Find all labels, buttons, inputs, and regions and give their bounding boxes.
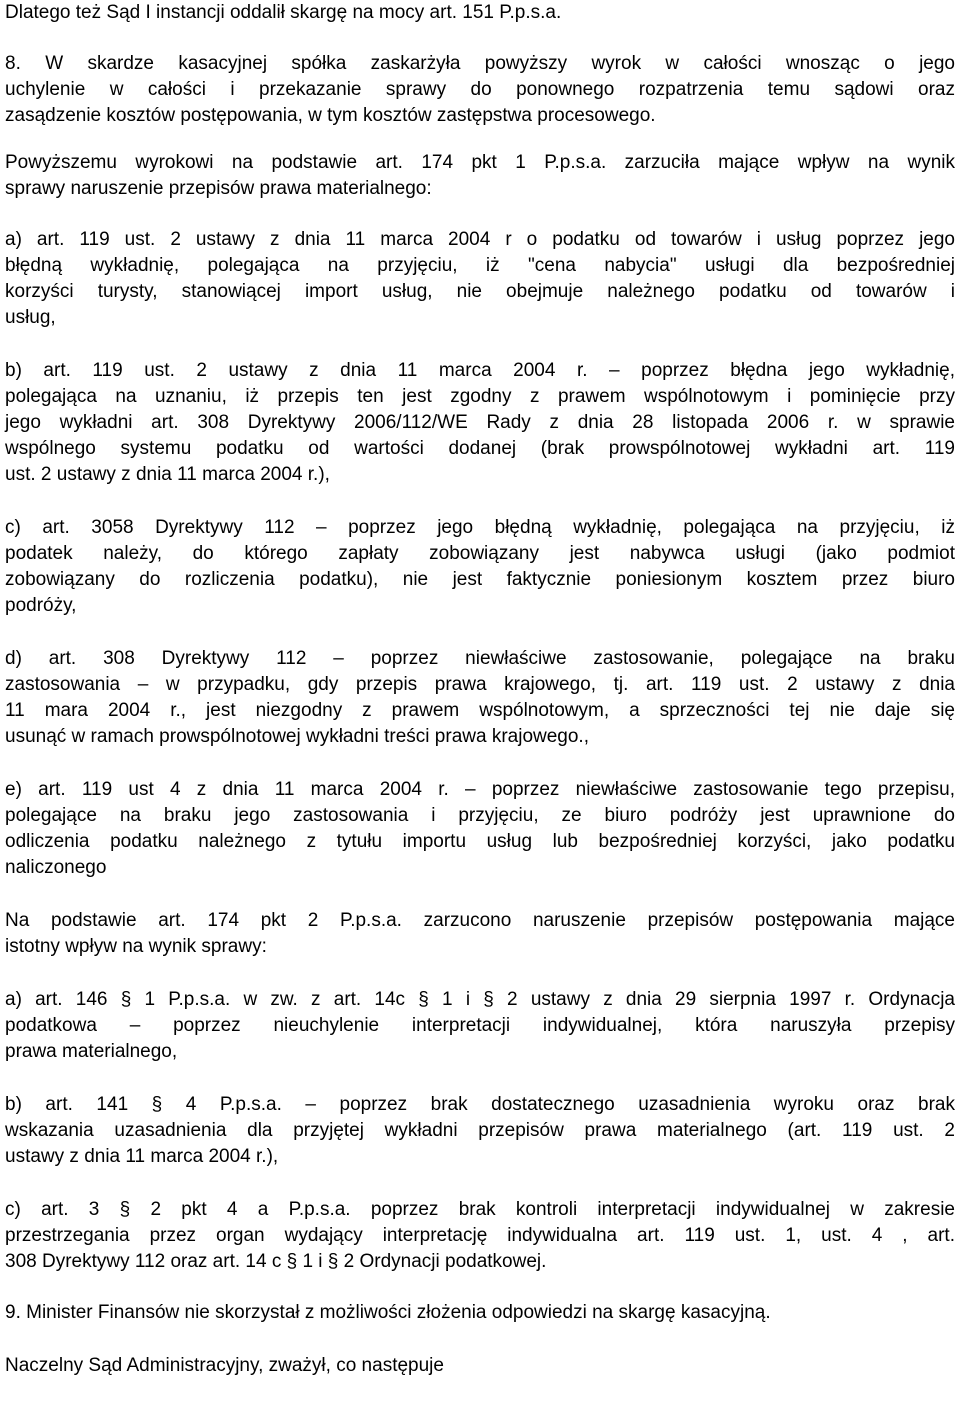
text-line: d) art. 308 Dyrektywy 112 – poprzez niewłaściwe zastosowanie, polegające na braku: [5, 648, 955, 669]
text-line: ustawy z dnia 11 marca 2004 r.),: [5, 1146, 279, 1167]
procedural-charge-a: [5, 987, 955, 1065]
text-line: błędną wykładnię, polegająca na przyjęciu, iż "cena nabycia" usługi dla bezpośredniej: [5, 255, 955, 276]
text-line: podatkowa – poprzez nieuchylenie interpretacji indywidualnej, która naruszyła przepisy: [5, 1015, 955, 1036]
text-line: 9. Minister Finansów nie skorzystał z możliwości złożenia odpowiedzi na skargę kasacyjną.: [5, 1302, 771, 1323]
text-line: Naczelny Sąd Administracyjny, zważył, co następuje: [5, 1355, 444, 1376]
paragraph-procedural-charges: [5, 908, 955, 960]
paragraph-9-minister-response: [5, 1300, 955, 1326]
procedural-charge-b: [5, 1092, 955, 1170]
charge-a: [5, 227, 955, 331]
paragraph-court-considerations: [5, 1353, 955, 1379]
text-line: istotny wpływ na wynik sprawy:: [5, 936, 267, 957]
text-line: zobowiązany do rozliczenia podatku), nie jest faktycznie poniesionym kosztem przez biuro: [5, 569, 955, 590]
text-line: przestrzegania przez organ wydający interpretację indywidualna art. 119 ust. 1, ust. 4 , art.: [5, 1225, 955, 1246]
text-line: usunąć w ramach prowspólnotowej wykładni treści prawa krajowego.,: [5, 726, 589, 747]
text-line: wspólnego systemu podatku od wartości dodanej (brak prowspólnotowej wykładni art. 119: [5, 438, 955, 459]
text-line: b) art. 119 ust. 2 ustawy z dnia 11 marca 2004 r. – poprzez błędna jego wykładnię,: [5, 360, 955, 381]
charge-d: [5, 646, 955, 750]
text-line: polegające na braku jego zastosowania i przyjęciu, ze biuro podróży jest uprawnione do: [5, 805, 955, 826]
text-line: Na podstawie art. 174 pkt 2 P.p.s.a. zarzucono naruszenie przepisów postępowania mające: [5, 910, 955, 931]
text-line: 308 Dyrektywy 112 oraz art. 14 c § 1 i § 2 Ordynacji podatkowej.: [5, 1251, 547, 1272]
text-line: e) art. 119 ust 4 z dnia 11 marca 2004 r. – poprzez niewłaściwe zastosowanie tego przepisu,: [5, 779, 955, 800]
charge-c: [5, 515, 955, 619]
text-line: polegająca na uznaniu, iż przepis ten jest zgodny z prawem wspólnotowym i pominięcie przy: [5, 386, 955, 407]
text-line: Powyższemu wyrokowi na podstawie art. 174 pkt 1 P.p.s.a. zarzuciła mające wpływ na wynik: [5, 152, 955, 173]
charge-e: [5, 777, 955, 881]
text-line: uchylenie w całości i przekazanie sprawy do ponownego rozpatrzenia temu sądowi oraz: [5, 79, 955, 100]
procedural-charge-c: [5, 1197, 955, 1275]
text-line: 11 mara 2004 r., jest niezgodny z prawem wspólnotowym, a sprzeczności tej nie daje się: [5, 700, 955, 721]
text-line: odliczenia podatku należnego z tytułu importu usług lub bezpośredniej korzyści, jako podatku: [5, 831, 955, 852]
text-line: zasądzenie kosztów postępowania, w tym kosztów zastępstwa procesowego.: [5, 105, 656, 126]
paragraph-intro: [5, 0, 955, 26]
text-line: sprawy naruszenie przepisów prawa materialnego:: [5, 178, 432, 199]
paragraph-8-cassation-appeal: [5, 51, 955, 129]
text-line: c) art. 3058 Dyrektywy 112 – poprzez jego błędną wykładnię, polegająca na przyjęciu, iż: [5, 517, 955, 538]
text-line: wskazania uzasadnienia dla przyjętej wykładni przepisów prawa materialnego (art. 119 ust. 2: [5, 1120, 955, 1141]
charge-b: [5, 358, 955, 488]
text-line: 8. W skardze kasacyjnej spółka zaskarżyła powyższy wyrok w całości wnosząc o jego: [5, 53, 955, 74]
text-line: naliczonego: [5, 857, 107, 878]
paragraph-material-law-charges: [5, 150, 955, 202]
text-line: a) art. 146 § 1 P.p.s.a. w zw. z art. 14c § 1 i § 2 ustawy z dnia 29 sierpnia 1997 r. Ordynacja: [5, 989, 955, 1010]
text-line: podróży,: [5, 595, 77, 616]
text-line: prawa materialnego,: [5, 1041, 178, 1062]
text-line: a) art. 119 ust. 2 ustawy z dnia 11 marca 2004 r o podatku od towarów i usług poprzez jego: [5, 229, 955, 250]
text-line: Dlatego też Sąd I instancji oddalił skargę na mocy art. 151 P.p.s.a.: [5, 2, 562, 23]
text-line: jego wykładni art. 308 Dyrektywy 2006/112/WE Rady z dnia 28 listopada 2006 r. w sprawie: [5, 412, 955, 433]
text-line: b) art. 141 § 4 P.p.s.a. – poprzez brak dostatecznego uzasadnienia wyroku oraz brak: [5, 1094, 955, 1115]
text-line: podatek należy, do którego zapłaty zobowiązany jest nabywca usługi (jako podmiot: [5, 543, 955, 564]
text-line: usług,: [5, 307, 56, 328]
document-page: [5, 0, 955, 1379]
text-line: korzyści turysty, stanowiącej import usług, nie obejmuje należnego podatku od towarów i: [5, 281, 955, 302]
text-line: zastosowania – w przypadku, gdy przepis prawa krajowego, tj. art. 119 ust. 2 ustawy z dnia: [5, 674, 955, 695]
text-line: ust. 2 ustawy z dnia 11 marca 2004 r.),: [5, 464, 330, 485]
text-line: c) art. 3 § 2 pkt 4 a P.p.s.a. poprzez brak kontroli interpretacji indywidualnej w zakresie: [5, 1199, 955, 1220]
